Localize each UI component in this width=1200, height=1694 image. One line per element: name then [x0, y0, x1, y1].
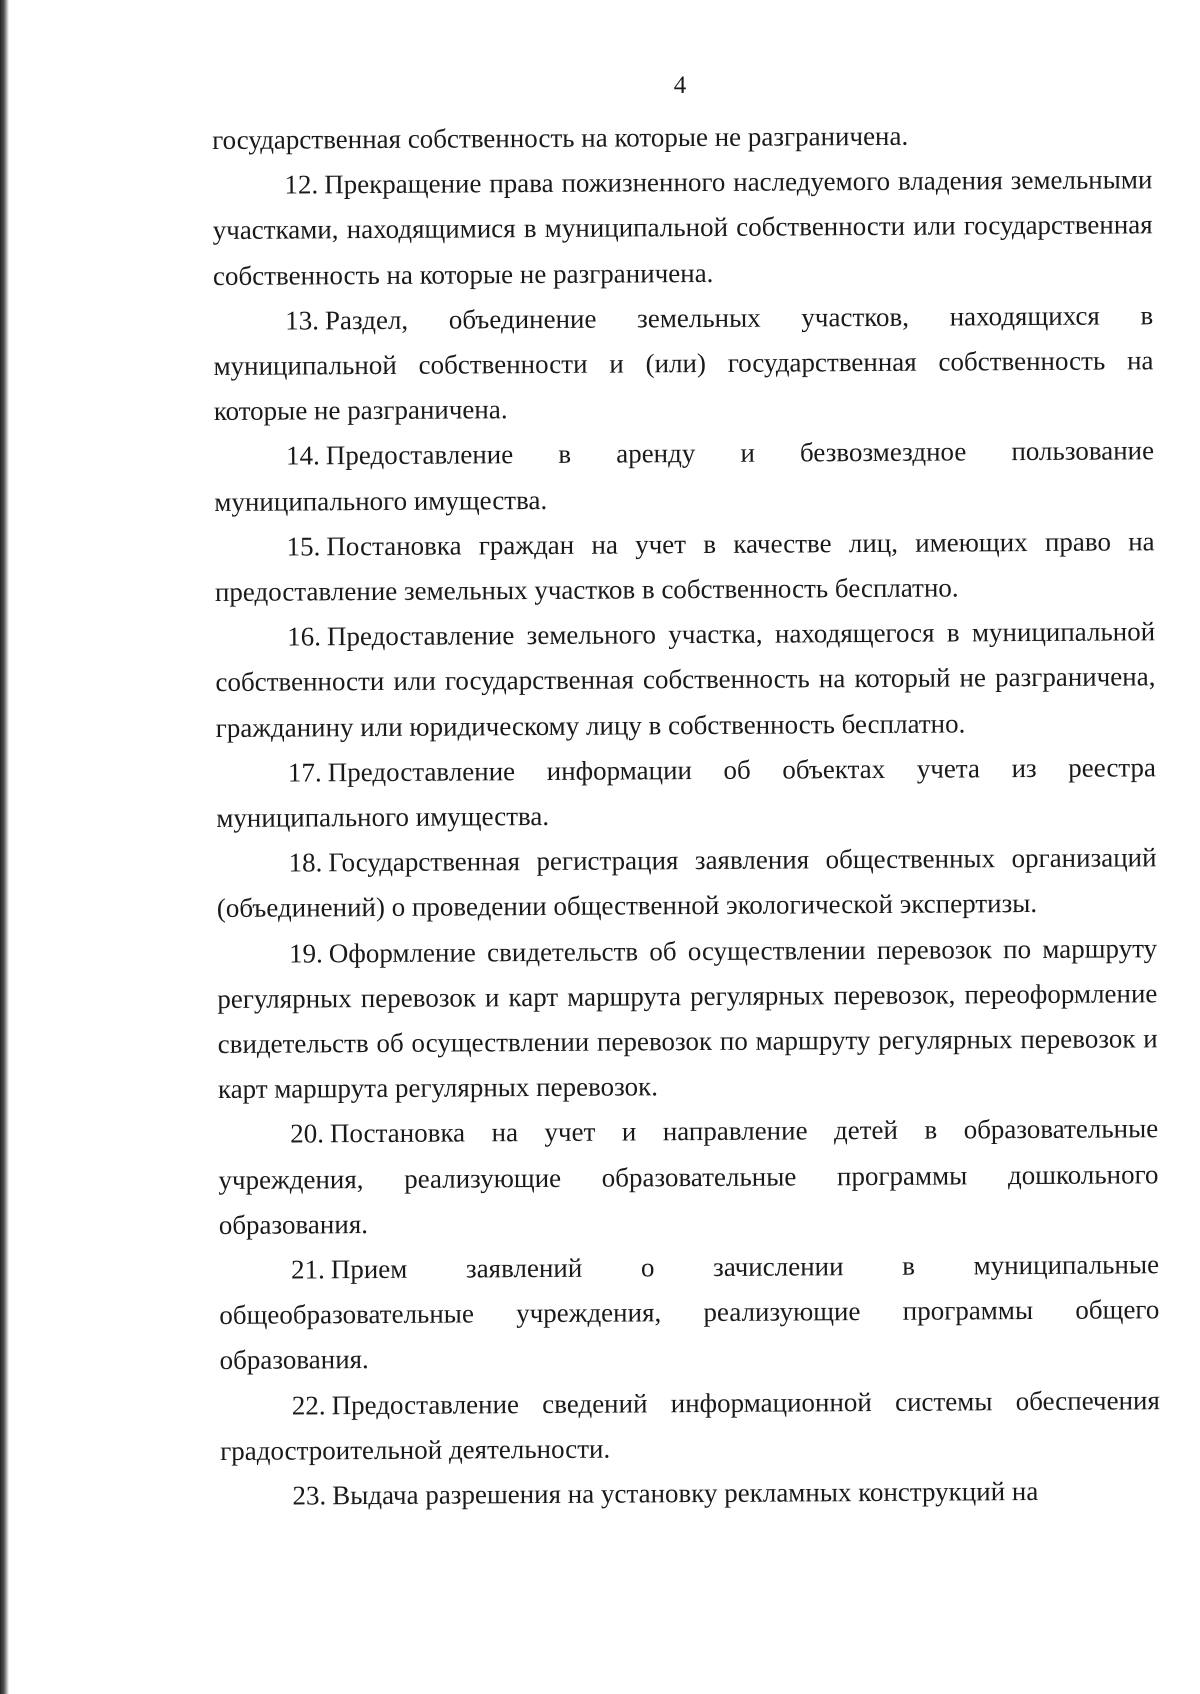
item-number: 21. — [290, 1254, 325, 1285]
item-text: Постановка граждан на учет в качестве лиц, имеющих право на предоставление земельных участков в собственность бесплатно. — [214, 526, 1155, 608]
item-text: Раздел, объединение земельных участков, находящихся в муниципальной собственности и (или) государственная собственность на которые не разграничена. — [213, 300, 1154, 427]
list-item-22 — [220, 1378, 1161, 1474]
list-item-13 — [213, 293, 1154, 434]
item-text: Прием заявлений о зачислении в муниципальные общеобразовательные учреждения, реализующие программы общего образования. — [219, 1249, 1160, 1376]
document-body — [212, 112, 1161, 1519]
item-text: Прекращение права пожизненного наследуемого владения земельными участками, находящимися в муниципальной собственности или государственная собственность на которые не разграничена. — [212, 164, 1153, 291]
item-number: 23. — [292, 1480, 327, 1511]
item-text: Предоставление в аренду и безвозмездное пользование муниципального имущества. — [214, 435, 1155, 517]
item-number: 12. — [284, 169, 319, 200]
item-text: Предоставление земельного участка, находящегося в муниципальной собственности или государственная собственность на который не разграничена, гражданину или юридическому лицу в собственность бесплатно. — [215, 616, 1156, 743]
item-number: 18. — [288, 847, 323, 878]
item-text: Предоставление информации об объектах учета из реестра муниципального имущества. — [216, 752, 1157, 834]
list-item-15 — [214, 519, 1155, 615]
item-number: 19. — [289, 937, 323, 969]
item-number: 13. — [285, 305, 320, 336]
item-number: 20. — [290, 1118, 325, 1150]
item-text: Выдача разрешения на установку рекламных конструкций на — [332, 1476, 1039, 1511]
item-text: Постановка на учет и направление детей в образовательные учреждения, реализующие образовательные программы дошкольного образования. — [218, 1113, 1159, 1240]
item-number: 15. — [286, 531, 321, 562]
list-item-18 — [216, 835, 1157, 931]
page-number: 4 — [673, 72, 687, 99]
list-item-14 — [214, 429, 1155, 525]
scan-edge-shadow — [0, 0, 9, 1694]
item-text: Оформление свидетельств об осуществлении перевозок по маршруту регулярных перевозок и карт маршрута регулярных перевозок, переоформление свидетельств об осуществлении перевозок по маршруту регулярных перевозок и карт маршрута регулярных перевозок. — [217, 932, 1158, 1105]
item-number: 17. — [287, 757, 322, 788]
list-item-21 — [219, 1242, 1160, 1383]
list-item-23 — [220, 1468, 1160, 1519]
continuation-paragraph: государственная собственность на которые не разграничена. — [212, 120, 909, 155]
list-item-19 — [217, 926, 1158, 1113]
list-item-16 — [215, 609, 1156, 750]
list-item-12 — [212, 157, 1153, 298]
item-number: 22. — [291, 1390, 326, 1421]
list-item-17 — [216, 745, 1157, 841]
list-item-20 — [218, 1107, 1159, 1248]
item-text: Государственная регистрация заявления общественных организаций (объединений) о проведении общественной экологической экспертизы. — [216, 842, 1157, 924]
item-number: 16. — [287, 621, 322, 652]
item-text: Предоставление сведений информационной системы обеспечения градостроительной деятельности. — [220, 1384, 1160, 1466]
item-number: 14. — [285, 440, 320, 471]
